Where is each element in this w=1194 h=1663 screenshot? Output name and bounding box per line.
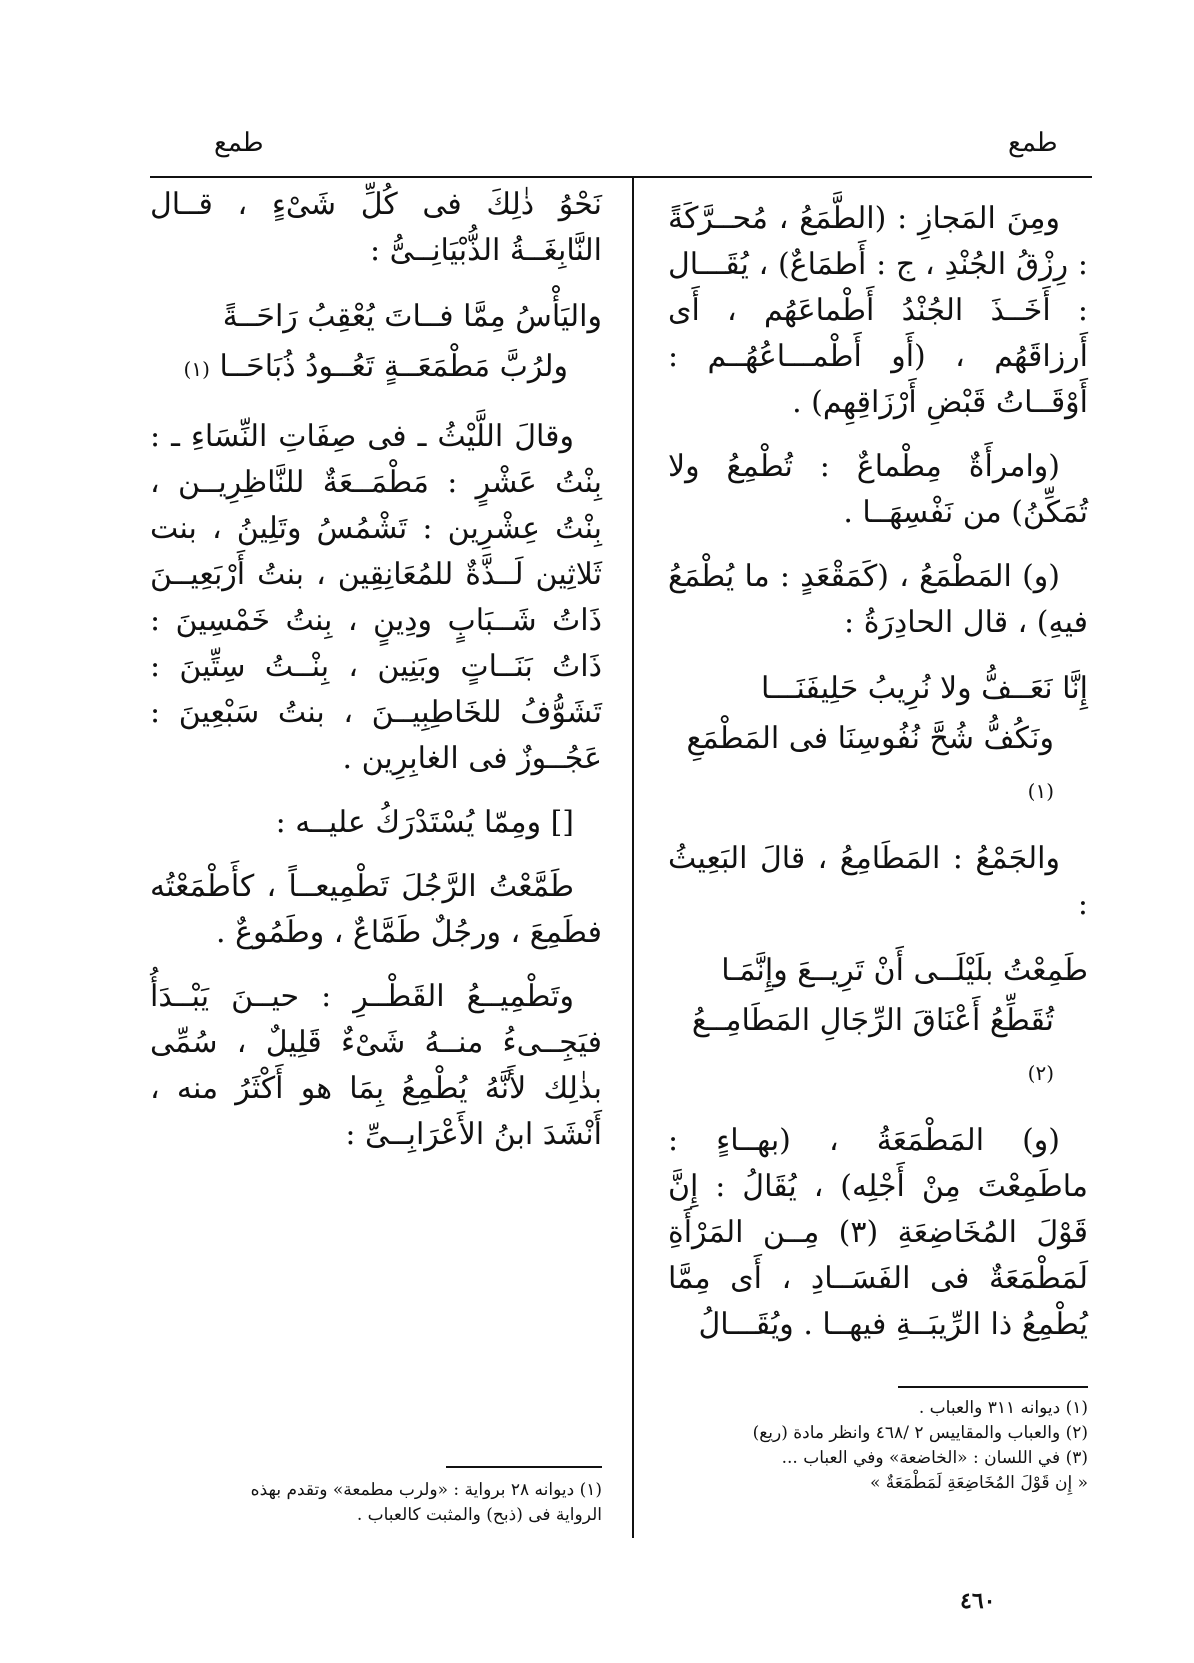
verse-line-text: تُقَطِّعُ أَعْنَاقَ الرِّجَالِ المَطَامِــعُ bbox=[691, 1003, 1054, 1038]
right-paragraph-2: (وامرأَةٌ مِطْماعٌ : تُطْمِعُ ولا تُمَكِّنُ) من نَفْسِهَــا . bbox=[668, 449, 1088, 530]
left-paragraph-4: طَمَّعْتُ الرَّجُلَ تَطْمِيعــاً ، كأَطْمَعْتُه فطَمِعَ ، ورجُلٌ طَمَّاعٌ ، وطَمُوعٌ . bbox=[150, 869, 602, 950]
verse-line: طَمِعْتُ بلَيْلَــى أَنْ تَرِيــعَ وإِنَّمَـا bbox=[721, 953, 1088, 988]
right-column bbox=[668, 196, 1088, 1366]
verse-line-second bbox=[150, 342, 602, 394]
footnote-rule-left bbox=[446, 1466, 602, 1468]
right-verse-2 bbox=[668, 946, 1088, 1098]
footnote: (١) ديوانه ٣١١ والعباب . bbox=[918, 1398, 1088, 1418]
page-number: ٤٦٠ bbox=[960, 1588, 996, 1614]
footnote: (١) ديوانه ٢٨ برواية : «ولرب مطمعة» وتقدم بهذه bbox=[250, 1480, 602, 1500]
footnote: « إِن قَوْلَ المُخَاضِعَةِ لَمَطْمَعَةٌ » bbox=[869, 1473, 1088, 1493]
right-paragraph-5: (و) المَطْمَعَةُ ، (بهــاءٍ : ماطَمِعْتَ مِنْ أَجْلِه) ، يُقَالُ : إِنَّ قَوْلَ المُخَاضِعَةِ (٣) مِــن المَرْأَةِ لَمَطْمَعَةٌ فى الفَسَــادِ ، أَى مِمَّا يُطْمِعُ ذا الرِّيبَــةِ فيهــا . ويُقَـــالُ bbox=[668, 1123, 1088, 1342]
verse-line-second bbox=[668, 714, 1088, 816]
running-head-right: طمع bbox=[1008, 128, 1058, 158]
running-head-left: طمع bbox=[214, 128, 264, 158]
footnotes-left bbox=[150, 1478, 602, 1528]
right-verse-1 bbox=[668, 664, 1088, 816]
column-divider bbox=[632, 178, 634, 1538]
right-paragraph-4: والجَمْعُ : المَطَامِعُ ، قالَ البَعِيثُ : bbox=[668, 841, 1088, 922]
right-paragraph-1: ومِنَ المَجازِ : (الطَّمَعُ ، مُحــرَّكَةً : رِزْقُ الجُنْدِ ، ج : أَطمَاعٌ) ، يُقَـــال : أَخَــذَ الجُنْدُ أَطْماعَهُم ، أَى أَرزاقَهُم ، (أَو أَطْمـــاعُهُــم : أَوْقَــاتُ قَبْضِ أَرْزَاقِهِم) . bbox=[668, 201, 1088, 420]
footnotes-right bbox=[672, 1396, 1088, 1496]
left-verse-1 bbox=[150, 292, 602, 394]
footnote-marker: (٢) bbox=[1027, 1061, 1054, 1085]
footnote: الرواية فى (ذبح) والمثبت كالعباب . bbox=[356, 1505, 602, 1525]
verse-line-text: ونَكُفُّ شُحَّ نُفُوسِنَا فى المَطْمَعِ bbox=[686, 721, 1054, 756]
verse-line-text: ولرُبَّ مَطْمَعَــةٍ تَعُــودُ ذُبَاحَــا bbox=[219, 349, 568, 384]
left-paragraph-1: نَحْوُ ذٰلِكَ فى كُلِّ شَىْءٍ ، قــال النَّابِغَــةُ الذُّبْيَانِــىُّ : bbox=[150, 187, 602, 268]
verse-line: واليَأْسُ مِمَّا فــاتَ يُعْقِبُ رَاحَــةً bbox=[222, 299, 602, 334]
left-paragraph-5: وتَطْمِيــعُ القَطْــرِ : حيــنَ يَبْــدَأُ فيَجِــىءُ منــهُ شَىْءٌ قَلِيلٌ ، سُمِّى بذٰلِك لأَنَّهُ يُطْمِعُ بِمَا هو أَكْثَرُ منه ، أَنْشَدَ ابنُ الأَعْرَابِــىِّ : bbox=[150, 979, 602, 1152]
footnote: (٢) والعباب والمقاييس ٢ /٤٦٨ وانظر مادة (ريع) bbox=[752, 1423, 1088, 1443]
left-column bbox=[150, 182, 602, 1176]
left-paragraph-3: [] ومِمّا يُسْتَدْرَكُ عليــه : bbox=[275, 805, 574, 840]
footnote: (٣) في اللسان : «الخاضعة» وفي العباب ... bbox=[781, 1448, 1088, 1468]
footnote-rule-right bbox=[898, 1386, 1088, 1388]
right-paragraph-3: (و) المَطْمَعُ ، (كَمَقْعَدٍ : ما يُطْمَعُ فيهِ) ، قال الحادِرَةُ : bbox=[668, 559, 1088, 640]
footnote-marker: (١) bbox=[183, 357, 210, 381]
footnote-marker: (١) bbox=[1027, 779, 1054, 803]
verse-line-second bbox=[668, 996, 1088, 1098]
verse-line: إِنَّا نَعَــفُّ ولا نُرِيبُ حَلِيفَنَـــا bbox=[761, 671, 1088, 706]
header-rule bbox=[150, 176, 1092, 178]
left-paragraph-2: وقالَ اللَّيْثُ ـ فى صِفَاتِ النِّسَاءِ ـ : بِنْتُ عَشْرٍ : مَطْمَــعَةٌ للنَّاظِرِيــن ، بِنْتُ عِشْرِين : تَشْمُسُ وتَلِينُ ، بنت ثَلاثِين لَــذَّةٌ للمُعَانِقِين ، بنتُ أَرْبَعِيــنَ ذَاتُ شَــبَابٍ ودِينٍ ، بِنتُ خَمْسِينَ : ذَاتُ بَنَــاتٍ وبَنِين ، بِنْــتُ سِتِّينَ : تَشَوُّفُ للخَاطِبِيــنَ ، بنتُ سَبْعِينَ : عَجُــوزٌ فى الغابِرِين . bbox=[150, 419, 602, 776]
